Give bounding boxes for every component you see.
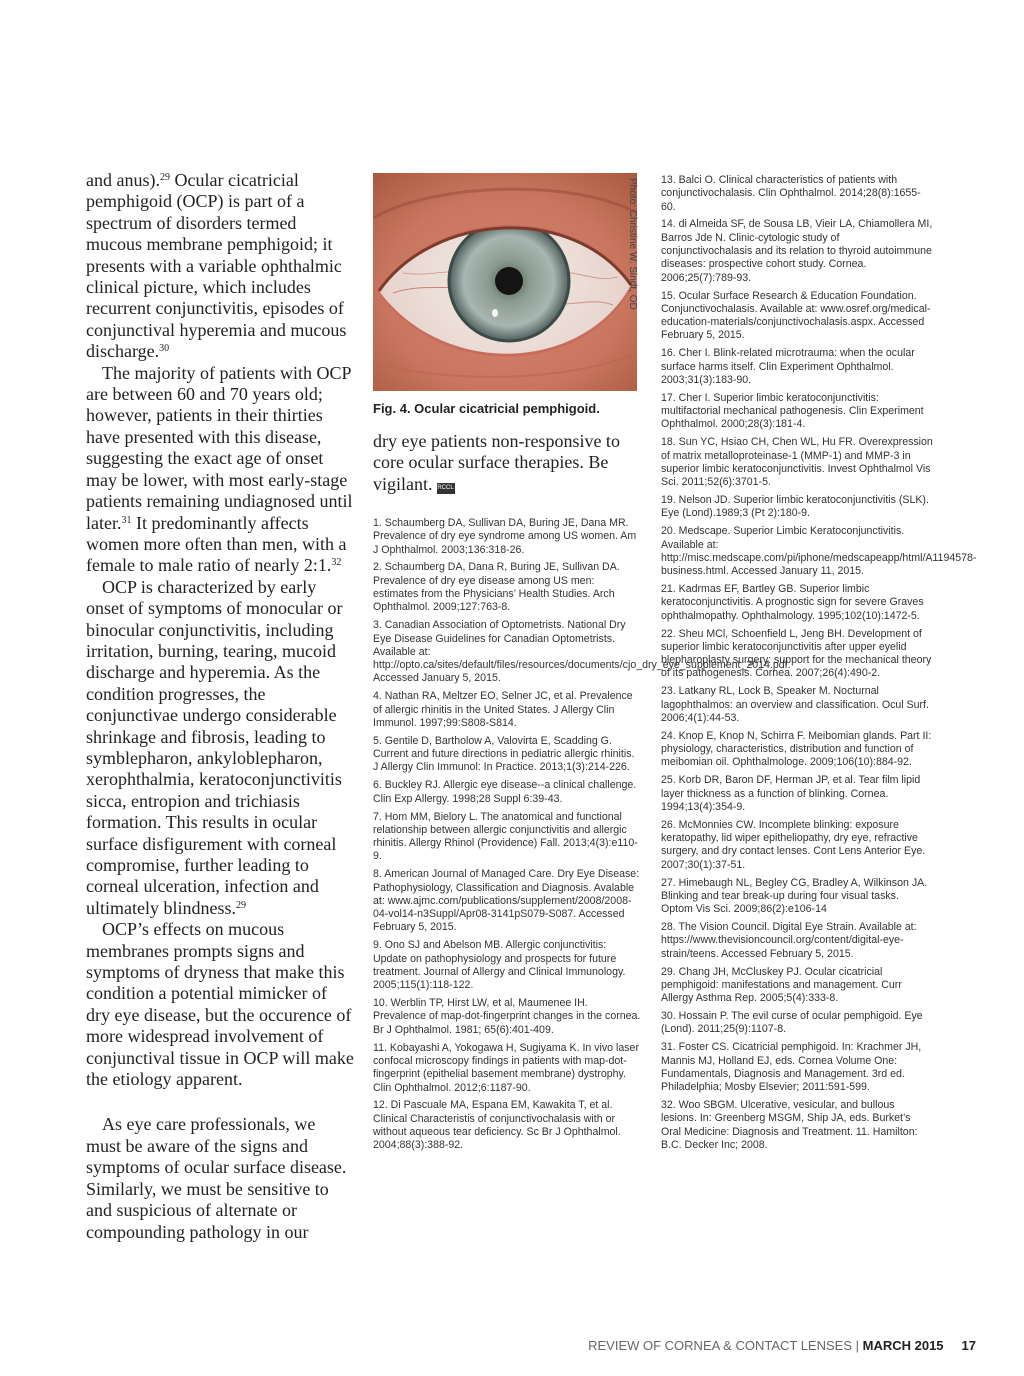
journal-name: REVIEW OF CORNEA & CONTACT LENSES | — [588, 1338, 863, 1353]
references-list-2 — [661, 174, 977, 1157]
reference-item: 5. Gentile D, Bartholow A, Valovirta E, Scadding G. Current and future directions in pediatric allergic rhinitis. J Allergy Clin Immunol: In Practice. 2013;1(3):214-226. — [373, 734, 635, 774]
reference-item: 14. di Almeida SF, de Sousa LB, Vieir LA, Chiamollera MI, Barros Jde N. Clinic-cytologic study of conjunctivochalasis and its relation to thyroid autoimmune diseases: prospective cohort study. Cornea. 2006;25(7):789-93. — [661, 218, 933, 284]
reference-item: 31. Foster CS. Cicatricial pemphigoid. In: Krachmer JH, Mannis MJ, Holland EJ, eds. Cornea Volume One: Fundamentals, Diagnosis and Management. 3rd ed. Philadelphia; Mosby Elsevier; 2011:591-599. — [661, 1041, 922, 1094]
issue-date: MARCH 2015 — [862, 1338, 944, 1353]
eye-image — [373, 173, 637, 391]
reference-item: 4. Nathan RA, Meltzer EO, Selner JC, et al. Prevalence of allergic rhinitis in the United States. J Allergy Clin Immunol. 1997;99:S808-S814. — [373, 690, 633, 729]
reference-item: 21. Kadrmas EF, Bartley GB. Superior limbic keratoconjunctivitis. A prognostic sign for severe Graves ophthalmopathy. Ophthalmology. 1995;102(10):1472-5. — [661, 583, 924, 622]
reference-item: 25. Korb DR, Baron DF, Herman JP, et al. Tear film lipid layer thickness as a function of blinking. Cornea. 1994;13(4):354-9. — [661, 774, 921, 813]
body-text-column — [86, 170, 354, 1243]
reference-item: 2. Schaumberg DA, Dana R, Buring JE, Sullivan DA. Prevalence of dry eye disease among US men: estimates from the Physicians’ Health Studies. Arch Ophthalmol. 2009;127:763-8. — [373, 561, 620, 614]
paragraph: and anus).$^{29}$ Ocular cicatricial pemphigoid (OCP) is part of a spectrum of disorders termed mucous membrane pemphigoid; it presents with a variable ophthalmic clinical picture, which includes recurrent conjunctivitis, episodes of conjunctival hyperemia and mucous discharge.$^{30}$ — [86, 170, 347, 362]
journal-logo-icon: RCCL — [437, 483, 455, 494]
body-text-continued: dry eye patients non-responsive to core ocular surface therapies. Be vigilant. RCCL — [373, 431, 620, 494]
reference-item: 6. Buckley RJ. Allergic eye disease--a clinical challenge. Clin Exp Allergy. 1998;28 Suppl 6:39-43. — [373, 779, 637, 805]
reference-item: 7. Hom MM, Bielory L. The anatomical and functional relationship between allergic conjunctivitis and allergic rhinitis. Allergy Rhinol (Providence) Fall. 2013;4(3):e110-9. — [373, 810, 638, 863]
reference-item: 13. Balci O. Clinical characteristics of patients with conjunctivochalasis. Clin Ophthalmol. 2014;28(8):1655-60. — [661, 174, 921, 213]
reference-item: 3. Canadian Association of Optometrists. National Dry Eye Disease Guidelines for Canadian Optometrists. Available at: http://opto.ca/sites/default/files/resources/documents/cjo_dry_eye_supplement_2014.pdf. Accessed January 5, 2015. — [373, 619, 791, 685]
reference-item: 23. Latkany RL, Lock B, Speaker M. Nocturnal lagophthalmos: an overview and classification. Ocul Surf. 2006;4(1):44-53. — [661, 685, 929, 724]
page-footer — [560, 1338, 976, 1353]
reference-item: 10. Werblin TP, Hirst LW, et al, Maumenee IH. Prevalence of map-dot-fingerprint changes in the cornea. Br J Ophthalmol. 1981; 65(6):401-409. — [373, 997, 641, 1036]
paragraph: OCP is characterized by early onset of symptoms of monocular or binocular conjunctivitis, including irritation, burning, tearing, mucoid discharge and hyperemia. As the condition progresses, the conjunctivae undergo considerable shrinkage and fibrosis, leading to symblepharon, ankyloblepharon, xerophthalmia, keratoconjunctivitis sicca, entropion and trichiasis formation. This results in ocular surface disfigurement with corneal compromise, further leading to corneal ulceration, infection and ultimately blindness.$^{29}$ — [86, 576, 343, 918]
figure-caption: Fig. 4. Ocular cicatricial pemphigoid. — [373, 401, 600, 416]
eye-photo — [373, 173, 637, 391]
reference-item: 19. Nelson JD. Superior limbic keratoconjunctivitis (SLK). Eye (Lond).1989;3 (Pt 2):180-9. — [661, 494, 929, 520]
reference-item: 9. Ono SJ and Abelson MB. Allergic conjunctivitis: Update on pathophysiology and prospects for future treatment. Journal of Allergy and Clinical Immunology. 2005;115(1):118-122. — [373, 939, 626, 992]
reference-item: 1. Schaumberg DA, Sullivan DA, Buring JE, Dana MR. Prevalence of dry eye syndrome among US women. Am J Ophthalmol. 2003;136:318-26. — [373, 517, 637, 556]
page-number: 17 — [961, 1338, 976, 1353]
paragraph: As eye care professionals, we must be aware of the signs and symptoms of ocular surface disease. Similarly, we must be sensitive to and suspicious of alternate or compounding pathology in our — [86, 1114, 347, 1242]
reference-item: 22. Sheu MCl, Schoenfield L, Jeng BH. Development of superior limbic keratoconjunctivitis after upper eyelid blepharoplasty surgery: support for the mechanical theory of its pathogenesis. Cornea. 2007;26(4):490-2. — [661, 627, 932, 680]
reference-item: 11. Kobayashi A, Yokogawa H, Sugiyama K. In vivo laser confocal microscopy findings in patients with map-dot-fingerprint (epithelial basement membrane) dystrophy. Clin Ophthalmol. 2012;6:1187-90. — [373, 1041, 639, 1094]
reference-item: 12. Di Pascuale MA, Espana EM, Kawakita T, et al. Clinical Characteristis of conjunctivochalasis with or without aqueous tear deficiency. Sc Br J Ophthalmol. 2004;88(3):388-92. — [373, 1099, 621, 1152]
reference-item: 15. Ocular Surface Research & Education Foundation. Conjunctivochalasis. Available at: www.osref.org/medical-education-materials/conjunctivochalasis.aspx. Accessed February 5, 2015. — [661, 289, 931, 342]
reference-item: 32. Woo SBGM. Ulcerative, vesicular, and bullous lesions. In: Greenberg MSGM, Ship JA, eds. Burket’s Oral Medicine: Diagnosis and Treatment. 11. Hamilton: B.C. Decker Inc; 2008. — [661, 1098, 918, 1151]
reference-item: 18. Sun YC, Hsiao CH, Chen WL, Hu FR. Overexpression of matrix metalloproteinase-1 (MMP-1) and MMP-3 in superior limbic keratoconjunctivitis. Invest Ophthalmol Vis Sci. 2011;52(6):3701-5. — [661, 436, 933, 489]
reference-item: 26. McMonnies CW. Incomplete blinking: exposure keratopathy, lid wiper epitheliopathy, dry eye, refractive surgery, and dry contact lenses. Cont Lens Anterior Eye. 2007;30(1):37-51. — [661, 818, 926, 871]
reference-item: 29. Chang JH, McCluskey PJ. Ocular cicatricial pemphigoid: manifestations and management. Curr Allergy Asthma Rep. 2005;5(4):333-8. — [661, 965, 902, 1005]
paragraph: OCP’s effects on mucous membranes prompts signs and symptoms of dryness that make this condition a potential mimicker of dry eye disease, but the occurence of more widespread involvement of conjunctival tissue in OCP will make the etiology apparent. — [86, 919, 354, 1090]
reference-item: 30. Hossain P. The evil curse of ocular pemphigoid. Eye (Lond). 2011;25(9):1107-8. — [661, 1010, 923, 1036]
reference-item: 16. Cher I. Blink-related microtrauma: when the ocular surface harms itself. Clin Experiment Ophthalmol. 2003;31(3):183-90. — [661, 347, 915, 386]
reference-item: 17. Cher I. Superior limbic keratoconjunctivitis: multifactorial mechanical pathogenesis. Clin Experiment Ophthalmol. 2000;28(3):181-4. — [661, 391, 924, 431]
photo-credit: Photo: Christine W. Sindt, OD — [627, 178, 638, 310]
reference-item: 20. Medscape. Superior Limbic Keratoconjunctivitis. Available at: http://misc.medscape.com/pi/iphone/medscapeapp/html/A1194578-business.html. Accessed January 11, 2015. — [661, 525, 977, 578]
reference-item: 27. Himebaugh NL, Begley CG, Bradley A, Wilkinson JA. Blinking and tear break-up during four visual tasks. Optom Vis Sci. 2009;86(2):e106-14 — [661, 876, 928, 916]
reference-item: 8. American Journal of Managed Care. Dry Eye Disease: Pathophysiology, Classification and Diagnosis. Avalable at: www.ajmc.com/publications/supplement/2008/2008-04-vol14-n3Suppl/Apr08-3141pS079-S087. Accessed February 5, 2015. — [373, 868, 640, 934]
reference-item: 24. Knop E, Knop N, Schirra F. Meibomian glands. Part II: physiology, characteristics, distribution and function of meibomian oil. Ophthalmologe. 2009;106(10):884-92. — [661, 729, 932, 769]
reference-item: 28. The Vision Council. Digital Eye Strain. Available at: https://www.thevisioncouncil.org/content/digital-eye-strain/teens. Accessed February 5, 2015. — [661, 921, 917, 960]
paragraph: The majority of patients with OCP are between 60 and 70 years old; however, patients in their thirties have presented with this disease, suggesting the exact age of onset may be lower, with most early-stage patients remaining undiagnosed until later.$^{31}$ It predominantly affects women more often than men, with a female to male ratio of nearly 2:1.32 — [86, 362, 353, 576]
